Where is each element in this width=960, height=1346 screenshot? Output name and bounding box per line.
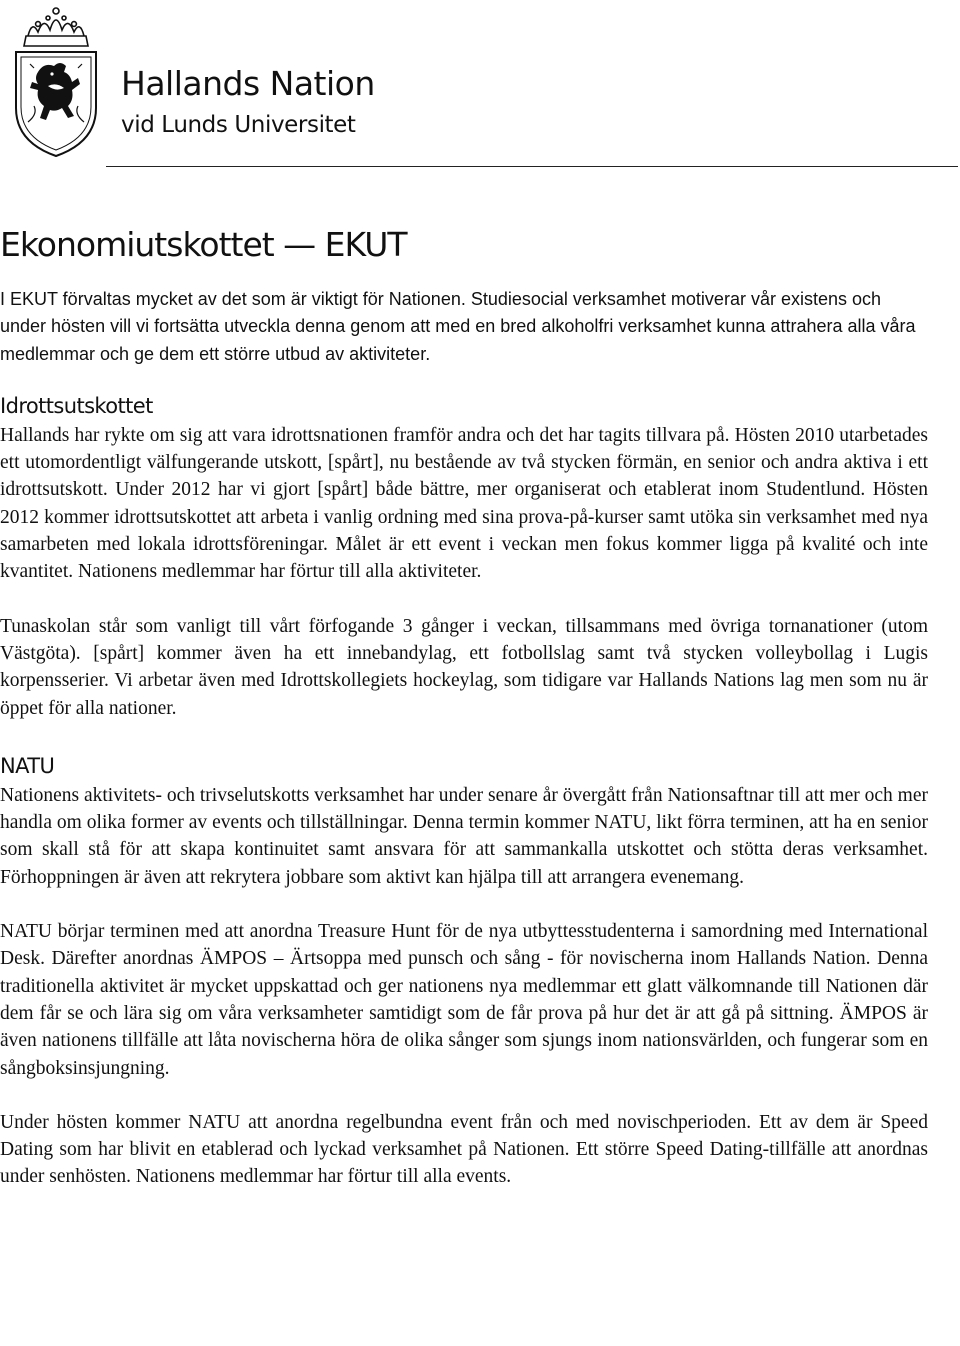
coat-of-arms-logo bbox=[8, 2, 104, 158]
paragraph: NATU börjar terminen med att anordna Treasure Hunt för de nya utbyttesstudenterna i samordning med International Desk. Därefter anordnas ÄMPOS – Ärtsoppa med punsch och sång - för novischerna inom Hallands Nation. Denna traditionella aktivitet är mycket uppskattad och ger nationens nya medlemmar ett glatt välkomnande till Nationen där dem får se och lära sig om våra verksamheter samtidigt som de får prova på hur det är att gå på sittning. ÄMPOS är även nationens tillfälle att låta novischerna höra de olika sånger som sjungs inom nationsvärlden, och fungerar som en sångboksinsjungning. bbox=[0, 921, 928, 1079]
document-title: Ekonomiutskottet — EKUT bbox=[0, 225, 407, 264]
organization-subtitle: vid Lunds Universitet bbox=[121, 112, 356, 138]
paragraph: Hallands har rykte om sig att vara idrottsnationen framför andra och det har tagits tillvara på. Hösten 2010 utarbetades ett utomordentligt välfungerande utskott, [spårt], nu bestående av två stycken förmän, en senior och andra aktiva i ett idrottsutskott. Under 2012 har vi gjort [spårt] både bättre, mer organiserat och etablerat inom Studentlund. Hösten 2012 kommer idrottsutskottet att arbeta i vanlig ordning med sina prova-på-kurser samt utöka sin verksamhet med nya samarbeten med lokala idrottsföreningar. Målet är ett event i veckan men fokus kommer ligga på kvalité och inte kvantitet. Nationens medlemmar har förtur till alla aktiviteter. bbox=[0, 424, 928, 583]
document-body bbox=[0, 222, 928, 1191]
header-divider bbox=[106, 166, 958, 167]
paragraph: Under hösten kommer NATU att anordna regelbundna event från och med novischperioden. Ett av dem är Speed Dating som har blivit en etablerad och lyckad verksamhet på Nationen. Ett större Speed Dating-tillfälle att anordnas under senhösten. Nationens medlemmar har förtur till alla events. bbox=[0, 1111, 928, 1188]
paragraph: Tunaskolan står som vanligt till vårt förfogande 3 gånger i veckan, tillsammans med övriga tornanationer (utom Västgöta). [spårt] kommer även ha ett innebandylag, ett fotbollslag samt två stycken volleybollag i Lugis korpensserier. Vi arbetar även med Idrottskollegiets hockeylag, som tidigare var Hallands Nations lag men som nu är öppet för alla nationer. bbox=[0, 615, 928, 719]
section-heading-natu: NATU bbox=[0, 753, 55, 778]
organization-name: Hallands Nation bbox=[121, 64, 375, 103]
intro-paragraph: I EKUT förvaltas mycket av det som är viktigt för Nationen. Studiesocial verksamhet motiverar vår existens och under hösten vill vi fortsätta utveckla denna genom att med en bred alkoholfri verksamhet kunna attrahera alla våra medlemmar och ge dem ett större utbud av aktiviteter. bbox=[0, 289, 916, 364]
section-heading-idrottsutskottet: Idrottsutskottet bbox=[0, 393, 153, 418]
letterhead bbox=[0, 0, 960, 175]
paragraph: Nationens aktivitets- och trivselutskotts verksamhet har under senare år övergått från Nationsaftnar till att mer och mer handla om olika former av events och tillställningar. Denna termin kommer NATU, likt förra terminen, att ha en senior som skall stå för att skapa kontinuitet samt ansvara för att sammankalla utskottet och stötta deras verksamhet. Förhoppningen är även att rekrytera jobbare som aktivt kan hjälpa till att arrangera evenemang. bbox=[0, 784, 928, 888]
